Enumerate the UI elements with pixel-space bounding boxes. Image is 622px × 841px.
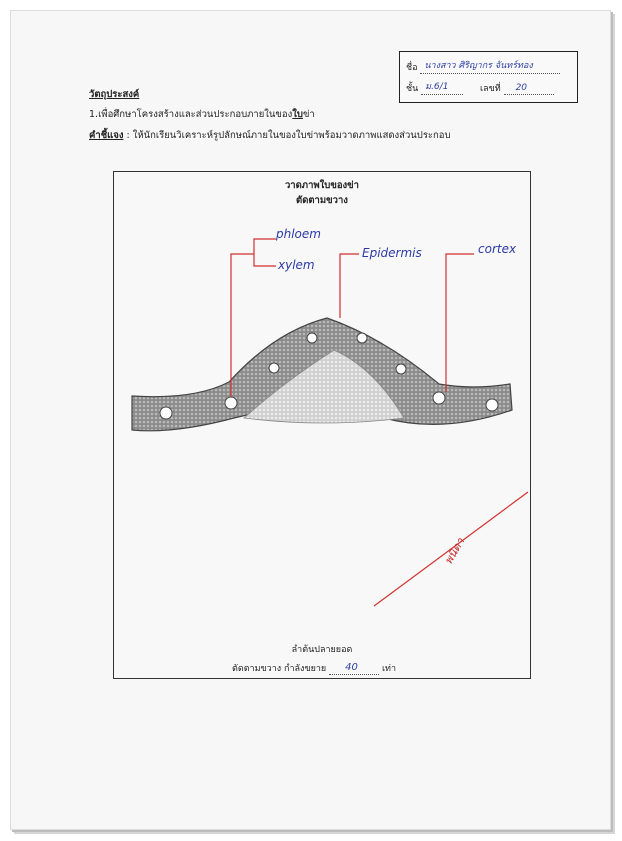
drawing-subtitle: ตัดตามขวาง — [296, 195, 348, 206]
instruction-heading: คำชี้แจง — [89, 130, 124, 141]
label-epidermis: Epidermis — [362, 246, 422, 260]
name-label: ชื่อ — [406, 63, 418, 73]
caption-line-1: ลำต้นปลายยอด — [291, 645, 353, 655]
vascular-bundle — [225, 397, 237, 409]
class-label: ชั้น — [406, 84, 419, 94]
vascular-bundle — [160, 407, 172, 419]
caption-prefix: ตัดตามขวาง กำลังขยาย — [232, 664, 327, 674]
label-xylem: xylem — [278, 258, 315, 272]
objective-emphasis: ใบ — [292, 109, 303, 120]
student-info-box — [399, 51, 578, 103]
name-value: นางสาว ศิริญากร จันทร์ทอง — [424, 61, 533, 71]
drawing-frame — [113, 171, 531, 679]
name-row — [406, 60, 560, 74]
vascular-bundle — [307, 333, 317, 343]
objective-text: 1.เพื่อศึกษาโครงสร้างและส่วนประกอบภายในของ — [89, 109, 293, 120]
objective-item-1 — [89, 107, 315, 122]
objective-heading: วัตถุประสงค์ — [89, 89, 140, 100]
number-value: 20 — [515, 83, 528, 93]
cortex-pointer — [446, 254, 474, 392]
caption-suffix: เท่า — [381, 664, 397, 674]
instruction-line — [89, 128, 451, 143]
caption-line-2 — [232, 661, 396, 675]
magnification-value: 40 — [345, 662, 358, 673]
label-cortex: cortex — [478, 242, 517, 256]
vascular-bundle — [433, 392, 445, 404]
objective-text-suffix: ข่า — [302, 109, 315, 120]
vascular-bundle — [396, 364, 406, 374]
drawing-title: วาดภาพใบของข่า — [284, 180, 360, 191]
epidermis-pointer — [340, 254, 359, 318]
worksheet-page — [10, 10, 611, 830]
number-label: เลขที่ — [480, 84, 501, 94]
label-phloem: phloem — [276, 227, 321, 241]
teacher-signature: พนิดา — [441, 535, 468, 567]
vascular-bundle — [486, 399, 498, 411]
instruction-text: : ให้นักเรียนวิเคราะห์รูปลักษณ์ภายในของใบข่าพร้อมวาดภาพแสดงส่วนประกอบ — [123, 130, 451, 141]
vascular-bundle — [357, 333, 367, 343]
class-value: ม.6/1 — [425, 82, 449, 92]
leaf-cross-section-drawing — [114, 172, 530, 678]
vascular-bundle — [269, 363, 279, 373]
class-row — [406, 81, 554, 95]
